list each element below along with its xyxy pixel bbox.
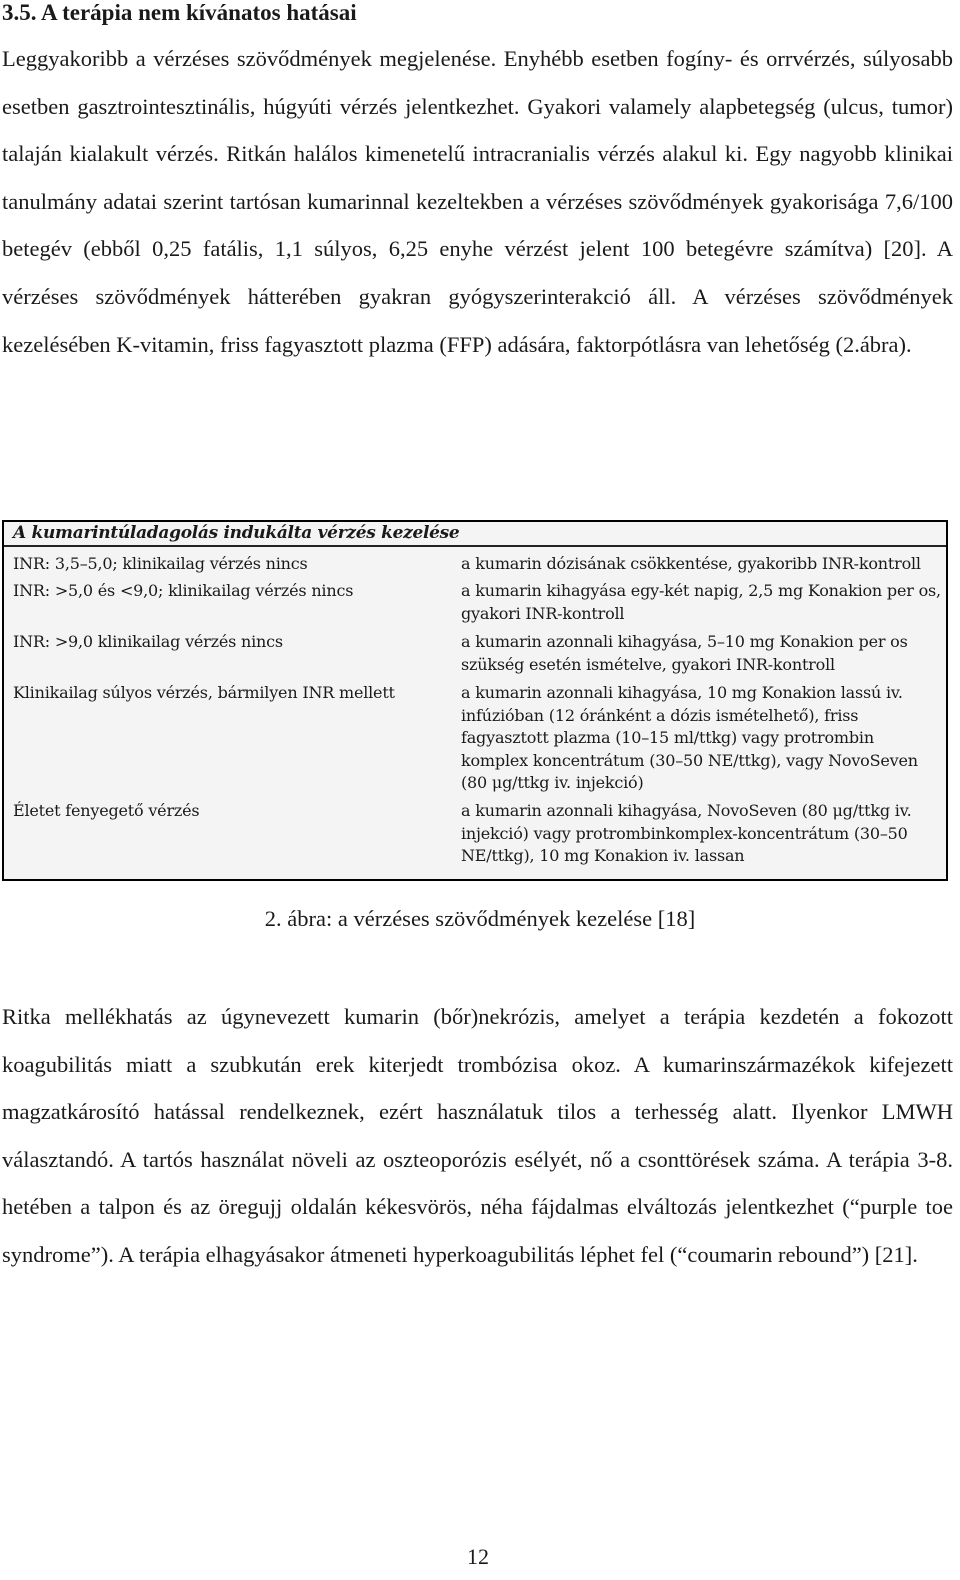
section-heading: 3.5. A terápia nem kívánatos hatásai	[2, 0, 357, 25]
page-number: 12	[467, 1544, 489, 1569]
figure-row-action: a kumarin azonnali kihagyása, NovoSeven (80 μg/ttkg iv. injekció) vagy protrombinkomplex-koncentrátum (30–50 NE/ttkg), 10 mg Konakion iv. lassan	[461, 801, 912, 865]
figure-row-condition: INR: >9,0 klinikailag vérzés nincs	[13, 632, 283, 651]
figure-row-condition: INR: >5,0 és <9,0; klinikailag vérzés nincs	[13, 581, 354, 600]
figure-row-action: a kumarin kihagyása egy-két napig, 2,5 mg Konakion per os, gyakori INR-kontroll	[461, 581, 941, 623]
figure-row-action: a kumarin azonnali kihagyása, 10 mg Konakion lassú iv. infúzióban (12 óránként a dózis ismételhető), friss fagyasztott plazma (10–15 ml/ttkg) vagy protrombin komplex koncentrátum (30–50 NE/ttkg), vagy NovoSeven (80 μg/ttkg iv. injekció)	[461, 683, 918, 792]
figure-row-condition: Klinikailag súlyos vérzés, bármilyen INR mellett	[13, 683, 395, 702]
figure-row-condition: Életet fenyegető vérzés	[13, 801, 200, 820]
treatment-figure	[2, 520, 948, 881]
figure-caption: 2. ábra: a vérzéses szövődmények kezelése [18]	[264, 906, 696, 931]
paragraph-bleeding-complications: Leggyakoribb a vérzéses szövődmények megjelenése. Enyhébb esetben fogíny- és orrvérzés, súlyosabb esetben gasztrointesztinális, húgyúti vérzés jelentkezhet. Gyakori valamely alapbetegség (ulcus, tumor) talaján kialakult vérzés. Ritkán halálos kimenetelű intracranialis vérzés alakul ki. Egy nagyobb klinikai tanulmány adatai szerint tartósan kumarinnal kezeltekben a vérzéses szövődmények gyakorisága 7,6/100 betegév (ebből 0,25 fatális, 1,1 súlyos, 6,25 enyhe vérzést jelent 100 betegévre számítva) [20]. A vérzéses szövődmények hátterében gyakran gyógyszerinterakció áll. A vérzéses szövődmények kezelésében K-vitamin, friss fagyasztott plazma (FFP) adására, faktorpótlásra van lehetőség (2.ábra).	[2, 46, 953, 357]
figure-title: A kumarintúladagolás indukálta vérzés kezelése	[4, 522, 946, 547]
figure-row-action: a kumarin azonnali kihagyása, 5–10 mg Konakion per os szükség esetén ismételve, gyakori INR-kontroll	[461, 632, 908, 674]
figure-row-condition: INR: 3,5–5,0; klinikailag vérzés nincs	[13, 554, 308, 573]
paragraph-side-effects: Ritka mellékhatás az úgynevezett kumarin (bőr)nekrózis, amelyet a terápia kezdetén a fokozott koagubilitás miatt a szubkután erek kiterjedt trombózisa okoz. A kumarinszármazékok kifejezett magzatkárosító hatással rendelkeznek, ezért használatuk tilos a terhesség alatt. Ilyenkor LMWH választandó. A tartós használat növeli az oszteoporózis esélyét, nő a csonttörések száma. A terápia 3-8. hetében a talpon és az öregujj oldalán kékesvörös, néha fájdalmas elváltozás jelentkezhet (“purple toe syndrome”). A terápia elhagyásakor átmeneti hyperkoagubilitás léphet fel (“coumarin rebound”) [21].	[2, 1004, 953, 1267]
figure-row-action: a kumarin dózisának csökkentése, gyakoribb INR-kontroll	[461, 554, 921, 573]
